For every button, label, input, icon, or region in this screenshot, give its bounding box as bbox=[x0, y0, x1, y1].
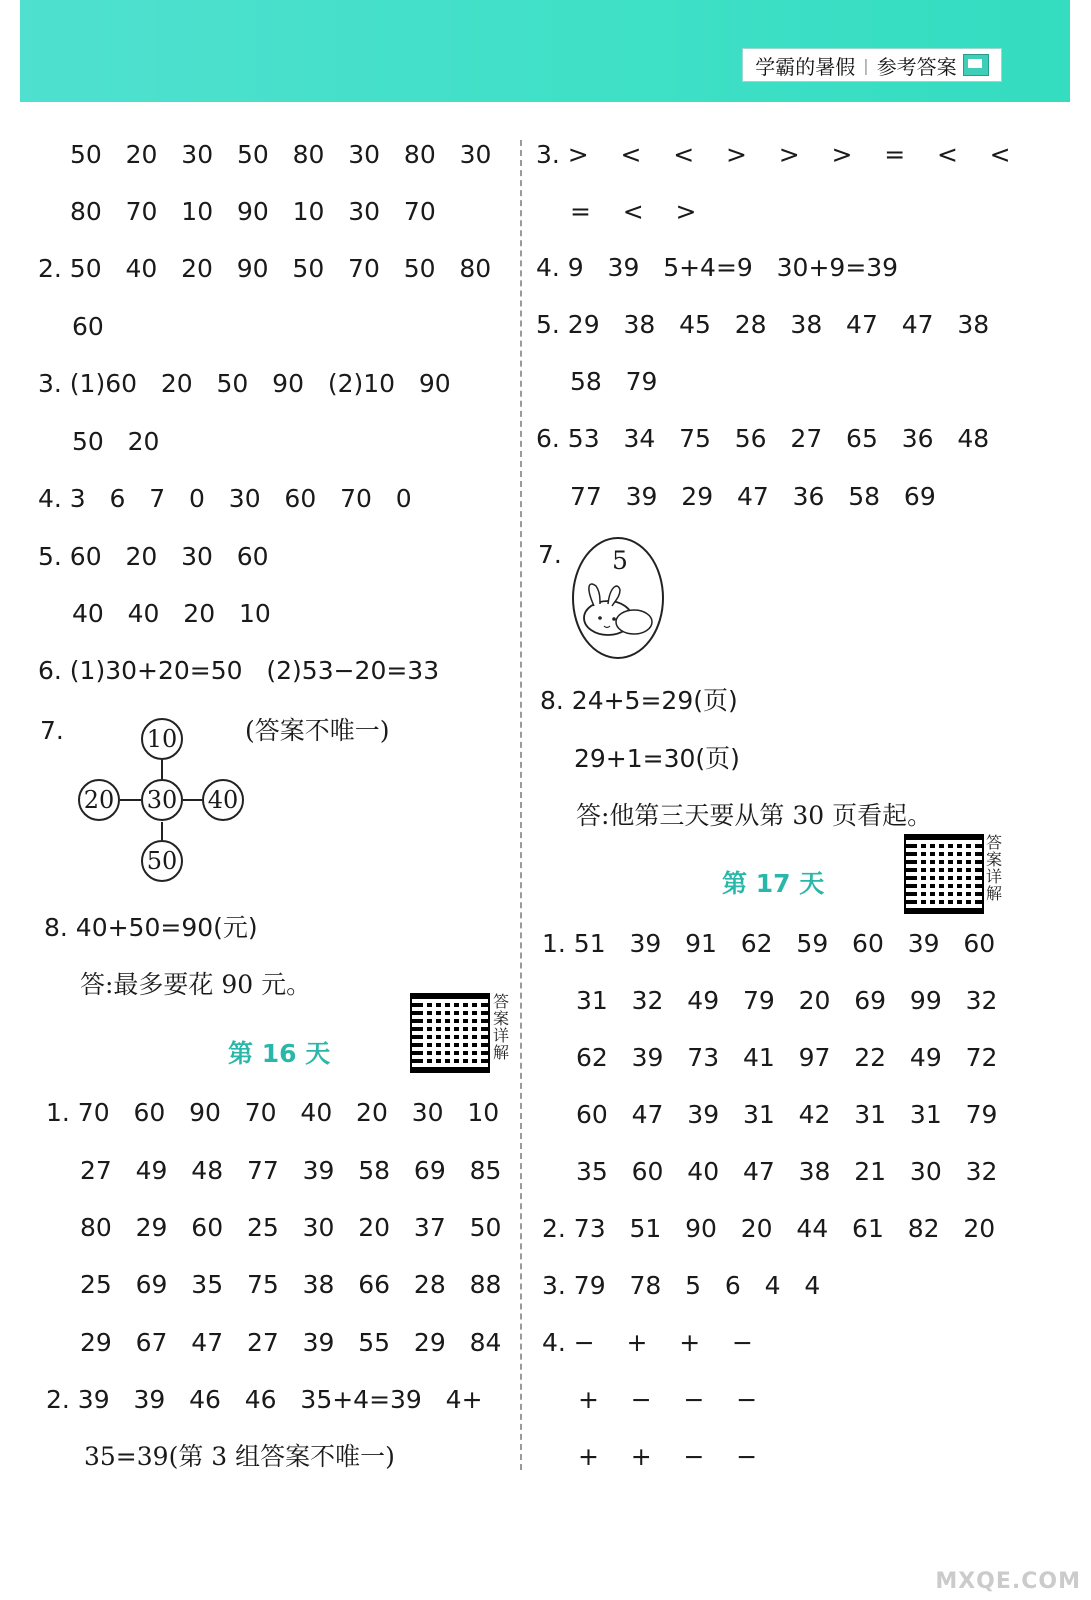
circle-right: 40 bbox=[202, 779, 244, 821]
answer-line: 3. > < < > > > = < < bbox=[536, 140, 1011, 169]
answer-line: 77 39 29 47 36 58 69 bbox=[570, 482, 936, 511]
answer-line: 8. 40+50=90(元) bbox=[44, 913, 258, 942]
answer-line: 31 32 49 79 20 69 99 32 bbox=[576, 986, 998, 1015]
answer-line: 4. − + + − bbox=[542, 1328, 753, 1357]
watermark: MXQE.COM bbox=[935, 1569, 1081, 1594]
answer-line: 4. 9 39 5+4=9 30+9=39 bbox=[536, 253, 899, 282]
circle-top: 10 bbox=[141, 718, 183, 760]
answer-line: 6. 53 34 75 56 27 65 36 48 bbox=[536, 424, 990, 453]
answer-line: 40 40 20 10 bbox=[72, 599, 271, 628]
circle-left: 20 bbox=[78, 779, 120, 821]
answer-line: 5. 29 38 45 28 38 47 47 38 bbox=[536, 310, 990, 339]
answer-line: 80 29 60 25 30 20 37 50 bbox=[80, 1213, 502, 1242]
answer-line: 1. 51 39 91 62 59 60 39 60 bbox=[542, 929, 996, 958]
answer-line: 25 69 35 75 38 66 28 88 bbox=[80, 1270, 502, 1299]
column-divider bbox=[520, 140, 522, 1470]
answer-line: 29 67 47 27 39 55 29 84 bbox=[80, 1328, 502, 1357]
answer-line: 1. 70 60 90 70 40 20 30 10 bbox=[46, 1098, 500, 1127]
book-title: 学霸的暑假 bbox=[755, 54, 856, 79]
answer-line: 35 60 40 47 38 21 30 32 bbox=[576, 1157, 998, 1186]
answer-line: 60 bbox=[72, 312, 104, 341]
answer-line: 29+1=30(页) bbox=[574, 744, 740, 773]
answer-line: 5. 60 20 30 60 bbox=[38, 542, 269, 571]
answer-line: + − − − bbox=[578, 1385, 758, 1414]
answer-line: 80 70 10 90 10 30 70 bbox=[70, 197, 436, 226]
answer-line: 8. 24+5=29(页) bbox=[540, 686, 738, 715]
answer-line: 27 49 48 77 39 58 69 85 bbox=[80, 1156, 502, 1185]
answer-line: 6. (1)30+20=50 (2)53−20=33 bbox=[38, 656, 440, 685]
day-16-title: 第 16 天 bbox=[228, 1039, 331, 1068]
answer-line: 3. 79 78 5 6 4 4 bbox=[542, 1271, 821, 1300]
answer-line: 50 20 30 50 80 30 80 30 bbox=[70, 140, 492, 169]
answer-line: = < > bbox=[570, 197, 697, 226]
qr-label: 答案详解 bbox=[986, 833, 1003, 903]
section-title: 参考答案 bbox=[876, 54, 957, 79]
answer-line: 35=39(第 3 组答案不唯一) bbox=[84, 1442, 395, 1471]
answer-line: 2. 39 39 46 46 35+4=39 4+ bbox=[46, 1385, 483, 1414]
day-17-title: 第 17 天 bbox=[722, 869, 825, 898]
question-7-label: 7. bbox=[40, 716, 64, 745]
answer-line: 58 79 bbox=[570, 367, 658, 396]
question-7-note: (答案不唯一) bbox=[245, 716, 390, 745]
circle-bottom: 50 bbox=[141, 840, 183, 882]
answer-line: 答:他第三天要从第 30 页看起。 bbox=[576, 801, 933, 830]
answer-line: + + − − bbox=[578, 1442, 758, 1471]
answer-line: 3. (1)60 20 50 90 (2)10 90 bbox=[38, 369, 451, 398]
answer-line: 60 47 39 31 42 31 31 79 bbox=[576, 1100, 998, 1129]
answer-line: 答:最多要花 90 元。 bbox=[80, 970, 312, 999]
qr-label: 答案详解 bbox=[493, 992, 510, 1062]
qr-code-icon[interactable] bbox=[904, 834, 984, 914]
header-title-box bbox=[742, 48, 1002, 82]
oval-number: 5 bbox=[612, 546, 628, 575]
answer-line: 2. 73 51 90 20 44 61 82 20 bbox=[542, 1214, 996, 1243]
header-separator: | bbox=[863, 55, 869, 75]
circle-center: 30 bbox=[141, 779, 183, 821]
answer-line: 50 20 bbox=[72, 427, 160, 456]
question-7-label: 7. bbox=[538, 540, 562, 569]
answer-line: 2. 50 40 20 90 50 70 50 80 bbox=[38, 254, 492, 283]
book-icon bbox=[963, 54, 989, 76]
answer-line: 62 39 73 41 97 22 49 72 bbox=[576, 1043, 998, 1072]
answer-line: 4. 3 6 7 0 30 60 70 0 bbox=[38, 484, 412, 513]
qr-code-icon[interactable] bbox=[410, 993, 490, 1073]
